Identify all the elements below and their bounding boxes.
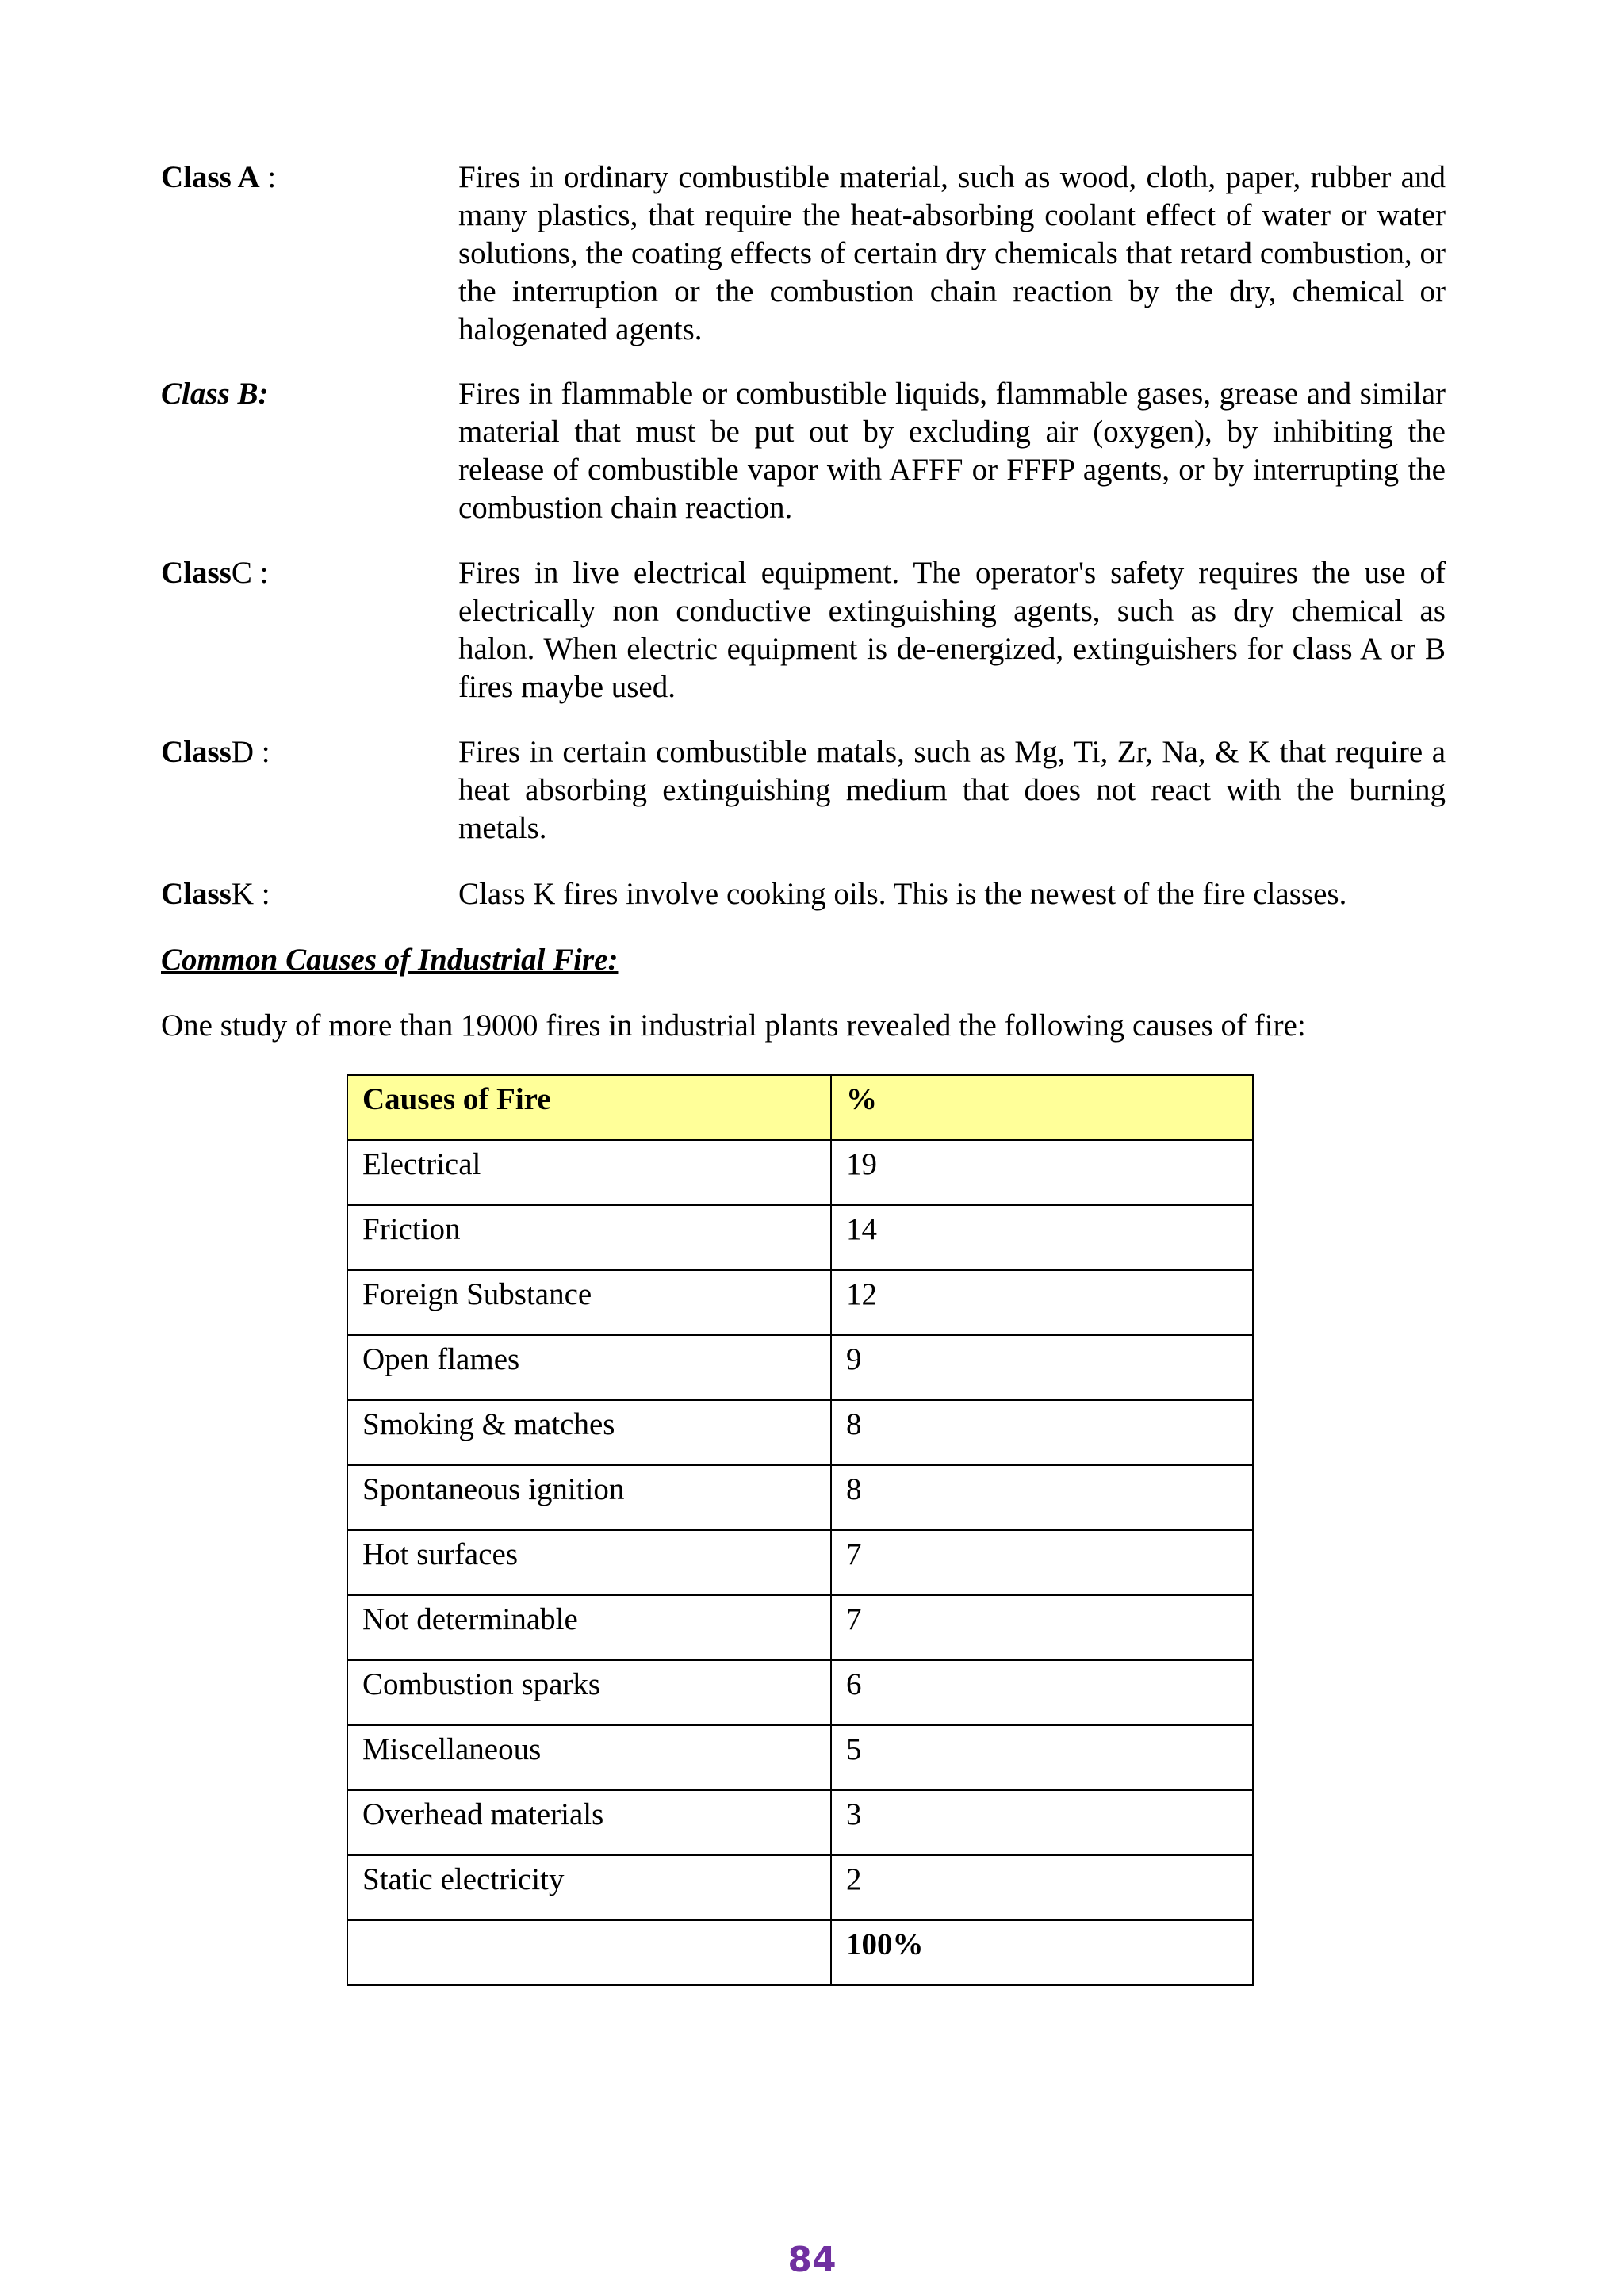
causes-table [347,1074,1254,1986]
class-term-bold: Class [161,877,232,911]
cause-cell: Combustion sparks [347,1660,831,1725]
class-term-rest: : [259,160,277,194]
cause-cell: Overhead materials [347,1790,831,1855]
cause-cell: Spontaneous ignition [347,1465,831,1530]
percent-cell: 5 [831,1725,1253,1790]
table-row [347,1400,1253,1465]
table-total-row [347,1920,1253,1985]
table-row [347,1465,1253,1530]
table-row [347,1725,1253,1790]
total-label-cell [347,1920,831,1985]
class-term [161,875,270,913]
percent-cell: 3 [831,1790,1253,1855]
class-term-bold: Class [161,556,232,590]
cause-cell: Open flames [347,1335,831,1400]
percent-cell: 8 [831,1400,1253,1465]
table-row [347,1595,1253,1660]
table-row [347,1205,1253,1270]
class-term-rest: C : [231,556,269,590]
table-body [347,1140,1253,1985]
percent-cell: 7 [831,1530,1253,1595]
class-term [161,733,270,771]
class-description: Class K fires involve cooking oils. This is the newest of the fire classes. [458,877,1347,911]
cause-cell: Foreign Substance [347,1270,831,1335]
percent-cell: 19 [831,1140,1253,1205]
cause-cell: Not determinable [347,1595,831,1660]
table-row [347,1790,1253,1855]
intro-paragraph: One study of more than 19000 fires in industrial plants revealed the following causes of fire: [161,1008,1306,1043]
section-heading: Common Causes of Industrial Fire: [161,943,619,977]
percent-cell: 7 [831,1595,1253,1660]
class-description: Fires in certain combustible matals, such as Mg, Ti, Zr, Na, & K that require a heat absorbing extinguishing medium that does not react with the burning metals. [458,735,1446,845]
table-row [347,1660,1253,1725]
class-description: Fires in live electrical equipment. The operator's safety requires the use of electrically non conductive extinguishing agents, such as dry chemical as halon. When electric equipment is de-energized, extinguishers for class A or B fires maybe used. [458,556,1446,704]
table-row [347,1530,1253,1595]
percent-cell: 12 [831,1270,1253,1335]
table-header-row [347,1075,1253,1140]
table-row [347,1855,1253,1920]
class-term-bold: Class [161,735,232,769]
header-cause: Causes of Fire [347,1075,831,1140]
cause-cell: Electrical [347,1140,831,1205]
class-term-bold: Class A [161,160,260,194]
class-term [161,375,268,413]
table-row [347,1140,1253,1205]
class-term-rest: K : [231,877,270,911]
percent-cell: 6 [831,1660,1253,1725]
percent-cell: 14 [831,1205,1253,1270]
percent-cell: 2 [831,1855,1253,1920]
cause-cell: Friction [347,1205,831,1270]
percent-cell: 9 [831,1335,1253,1400]
table-row [347,1335,1253,1400]
percent-cell: 8 [831,1465,1253,1530]
class-term [161,554,268,592]
class-description: Fires in ordinary combustible material, such as wood, cloth, paper, rubber and many plastics, that require the heat-absorbing coolant effect of water or water solutions, the coating effects of certain dry chemicals that retard combustion, or the interruption or the combustion chain reaction by the dry, chemical or halogenated agents. [458,160,1446,346]
cause-cell: Smoking & matches [347,1400,831,1465]
cause-cell: Hot surfaces [347,1530,831,1595]
table-row [347,1270,1253,1335]
cause-cell: Static electricity [347,1855,831,1920]
page-number: 84 [787,2240,837,2280]
class-description: Fires in flammable or combustible liquids, flammable gases, grease and similar material that must be put out by excluding air (oxygen), by inhibiting the release of combustible vapor with AFFF or FFFP agents, or by interrupting the combustion chain reaction. [458,377,1446,525]
class-term [161,159,276,197]
class-term-rest: D : [231,735,270,769]
total-percent-cell: 100% [831,1920,1253,1985]
class-term-bold: Class B: [161,377,269,411]
header-percent: % [831,1075,1253,1140]
cause-cell: Miscellaneous [347,1725,831,1790]
